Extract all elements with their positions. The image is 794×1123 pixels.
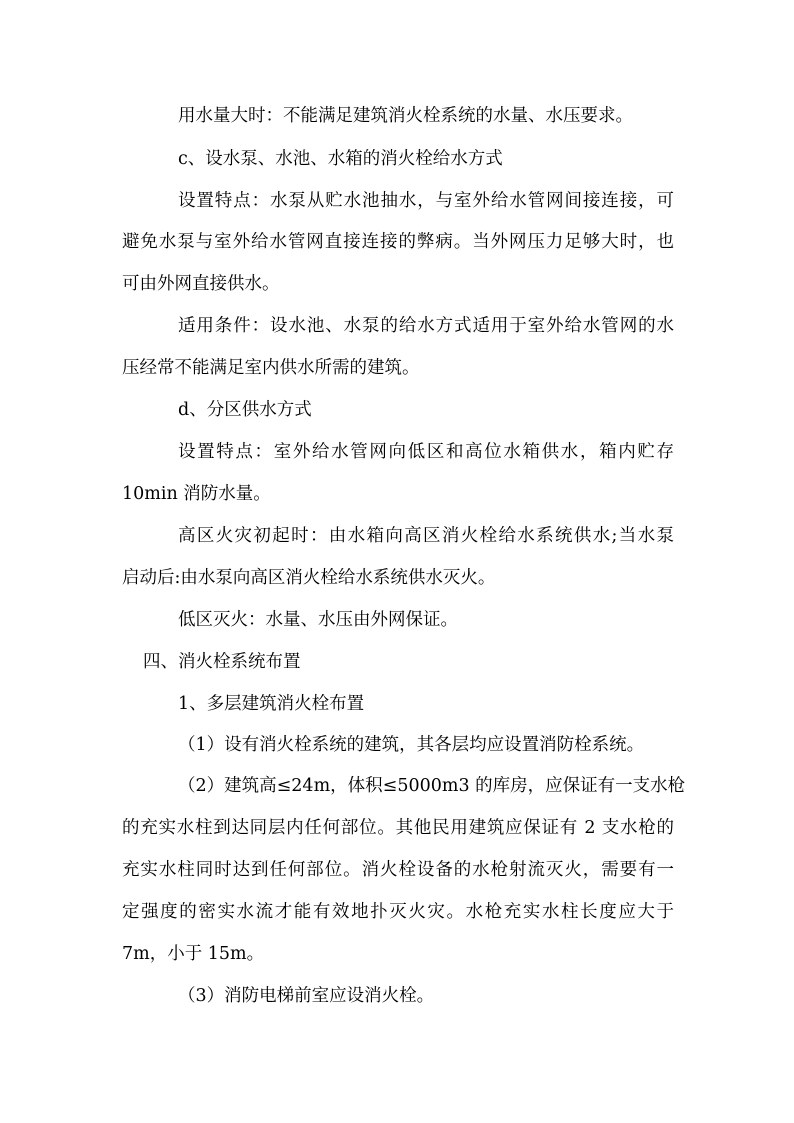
paragraph-line: 低区灭火：水量、水压由外网保证。 <box>178 610 458 630</box>
paragraph-line: 定强度的密实水流才能有效地扑灭火灾。水枪充实水柱长度应大于 <box>122 902 674 922</box>
paragraph-line: 可由外网直接供水。 <box>122 274 280 294</box>
paragraph-line: 用水量大时：不能满足建筑消火栓系统的水量、水压要求。 <box>178 106 633 126</box>
section-heading: c、设水泵、水池、水箱的消火栓给水方式 <box>178 149 503 169</box>
paragraph-line: 设置特点：水泵从贮水池抽水，与室外给水管网间接连接，可 <box>178 191 674 211</box>
subsection-heading: 1、多层建筑消火栓布置 <box>178 694 365 714</box>
paragraph-line: 避免水泵与室外给水管网直接连接的弊病。当外网压力足够大时，也 <box>122 232 674 252</box>
paragraph-line: 的充实水柱到达同层内任何部位。其他民用建筑应保证有 2 支水枪的 <box>122 818 674 838</box>
list-item: （1）设有消火栓系统的建筑，其各层均应设置消防栓系统。 <box>178 735 645 755</box>
paragraph-line: 适用条件：设水池、水泵的给水方式适用于室外给水管网的水 <box>178 316 674 336</box>
chapter-heading: 四、消火栓系统布置 <box>143 652 301 672</box>
paragraph-line: 设置特点：室外给水管网向低区和高位水箱供水，箱内贮存 <box>178 442 674 462</box>
paragraph-line: 7m，小于 15m。 <box>122 944 265 964</box>
section-heading: d、分区供水方式 <box>178 400 312 420</box>
list-item: （2）建筑高≤24m，体积≤5000m3 的库房，应保证有一支水枪 <box>178 776 686 796</box>
list-item: （3）消防电梯前室应设消火栓。 <box>178 986 435 1006</box>
paragraph-line: 充实水柱同时达到任何部位。消火栓设备的水枪射流灭火，需要有一 <box>122 860 674 880</box>
paragraph-line: 启动后:由水泵向高区消火栓给水系统供水灭火。 <box>122 568 496 588</box>
paragraph-line: 压经常不能满足室内供水所需的建筑。 <box>122 358 420 378</box>
paragraph-line: 10min 消防水量。 <box>122 484 271 504</box>
paragraph-line: 高区火灾初起时：由水箱向高区消火栓给水系统供水;当水泵 <box>178 526 674 546</box>
